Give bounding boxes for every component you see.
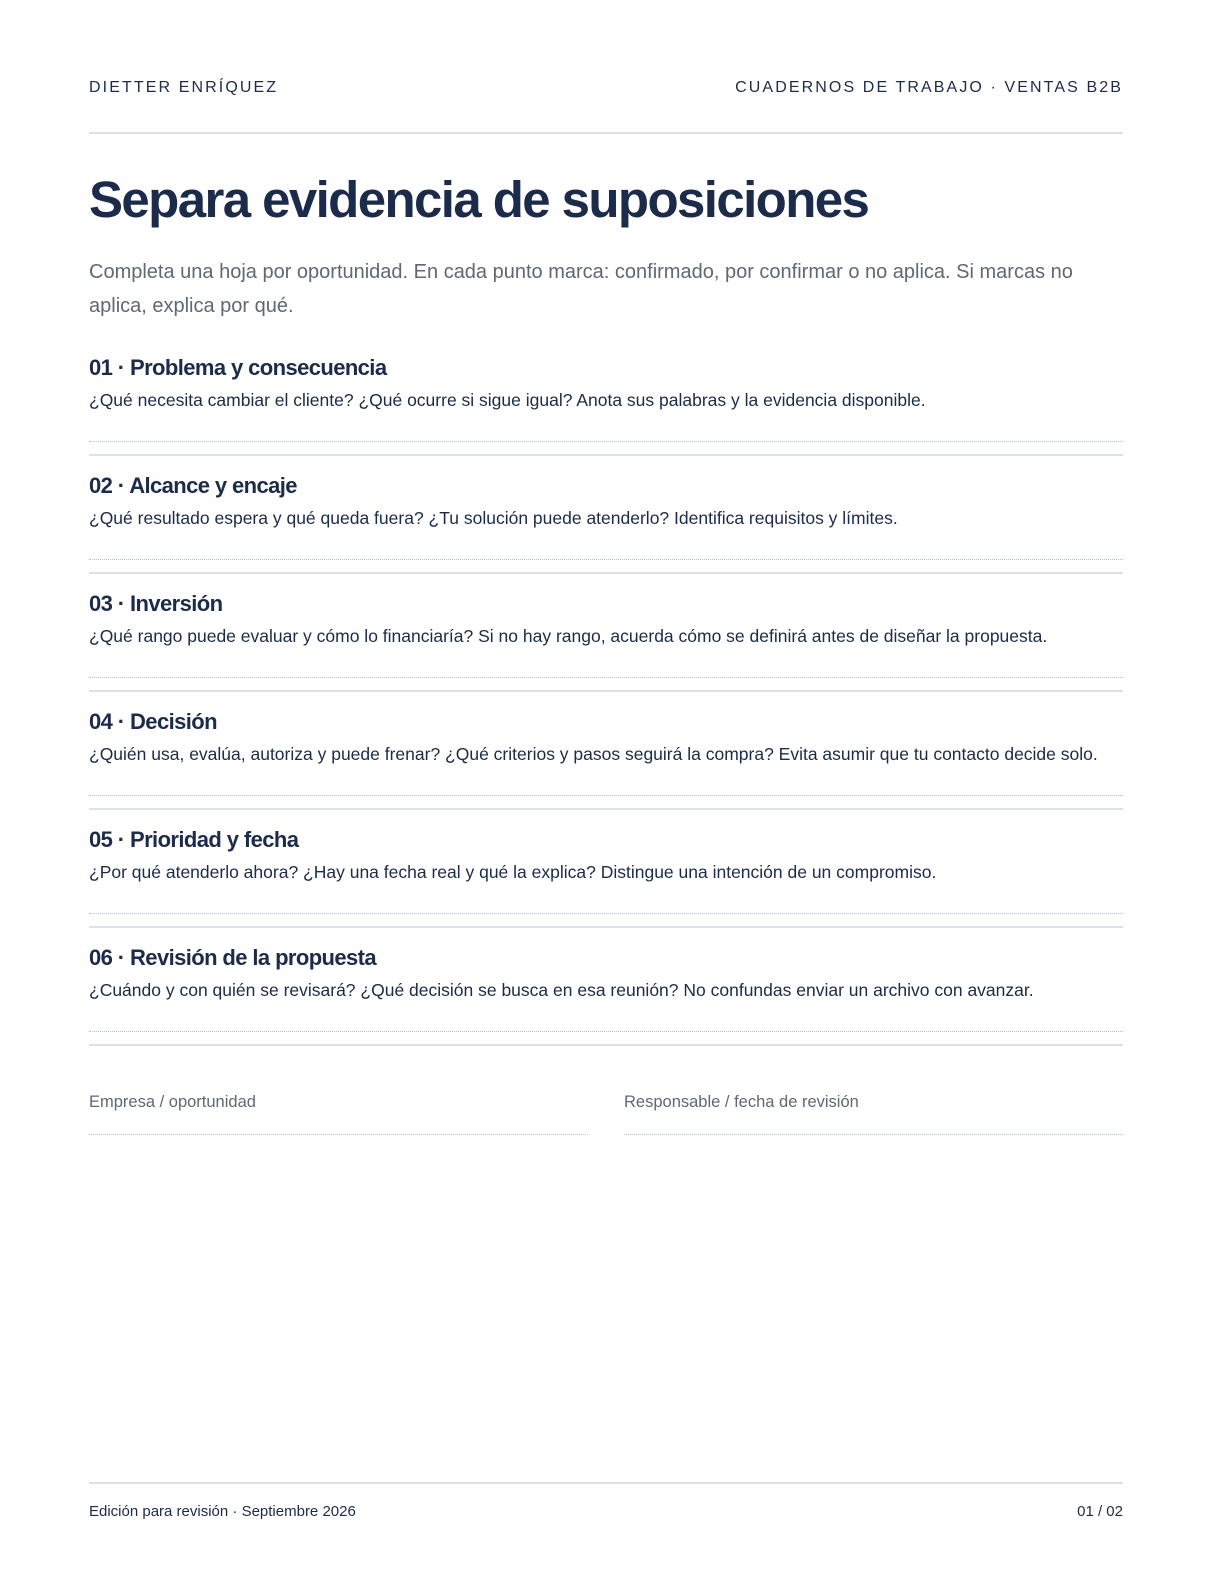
company-field-label: Empresa / oportunidad [89, 1093, 256, 1111]
section-question: ¿Qué resultado espera y qué queda fuera? ¿Tu solución puede atenderlo? Identifica requisitos y límites. [89, 508, 898, 528]
owner-field[interactable] [624, 1090, 1123, 1135]
section-scope [89, 470, 1123, 574]
page-title: Separa evidencia de suposiciones [89, 171, 869, 228]
section-heading: 01 · Problema y consecuencia [89, 355, 387, 380]
section-question: ¿Qué necesita cambiar el cliente? ¿Qué ocurre si sigue igual? Anota sus palabras y la evidencia disponible. [89, 390, 926, 410]
owner-field-label: Responsable / fecha de revisión [624, 1093, 859, 1111]
answer-line[interactable] [89, 441, 1123, 442]
author-name: DIETTER ENRÍQUEZ [89, 79, 279, 96]
footer-divider [89, 1482, 1123, 1484]
section-heading: 06 · Revisión de la propuesta [89, 945, 377, 970]
answer-line[interactable] [89, 795, 1123, 796]
section-heading: 03 · Inversión [89, 591, 223, 616]
header-divider [89, 132, 1123, 134]
series-name: CUADERNOS DE TRABAJO · VENTAS B2B [735, 79, 1123, 96]
signoff-fields [89, 1090, 1123, 1135]
owner-field-line[interactable] [624, 1134, 1123, 1135]
section-heading: 05 · Prioridad y fecha [89, 827, 299, 852]
section-question: ¿Qué rango puede evaluar y cómo lo financiaría? Si no hay rango, acuerda cómo se definirá antes de diseñar la propuesta. [89, 626, 1048, 646]
section-question: ¿Por qué atenderlo ahora? ¿Hay una fecha real y qué la explica? Distingue una intención de un compromiso. [89, 862, 937, 882]
answer-line[interactable] [89, 559, 1123, 560]
page-number: 01 / 02 [1077, 1503, 1123, 1520]
section-question: ¿Cuándo y con quién se revisará? ¿Qué decisión se busca en esa reunión? No confundas enviar un archivo con avanzar. [89, 980, 1034, 1000]
intro-text: Completa una hoja por oportunidad. En cada punto marca: confirmado, por confirmar o no aplica. Si marcas no aplica, explica por qué. [89, 261, 1073, 317]
section-heading: 04 · Decisión [89, 709, 217, 734]
page-footer [89, 1503, 1123, 1520]
edition-note: Edición para revisión · Septiembre 2026 [89, 1503, 356, 1520]
section-question: ¿Quién usa, evalúa, autoriza y puede frenar? ¿Qué criterios y pasos seguirá la compra? Evita asumir que tu contacto decide solo. [89, 744, 1098, 764]
worksheet-page [89, 0, 1123, 1584]
checklist-sections [89, 352, 1123, 1060]
section-investment [89, 588, 1123, 692]
answer-line[interactable] [89, 1031, 1123, 1032]
section-problem [89, 352, 1123, 456]
section-priority [89, 824, 1123, 928]
section-heading: 02 · Alcance y encaje [89, 473, 297, 498]
answer-line[interactable] [89, 913, 1123, 914]
answer-line[interactable] [89, 677, 1123, 678]
page-header [89, 79, 1123, 97]
section-review [89, 942, 1123, 1046]
section-decision [89, 706, 1123, 810]
company-field[interactable] [89, 1090, 588, 1135]
company-field-line[interactable] [89, 1134, 588, 1135]
